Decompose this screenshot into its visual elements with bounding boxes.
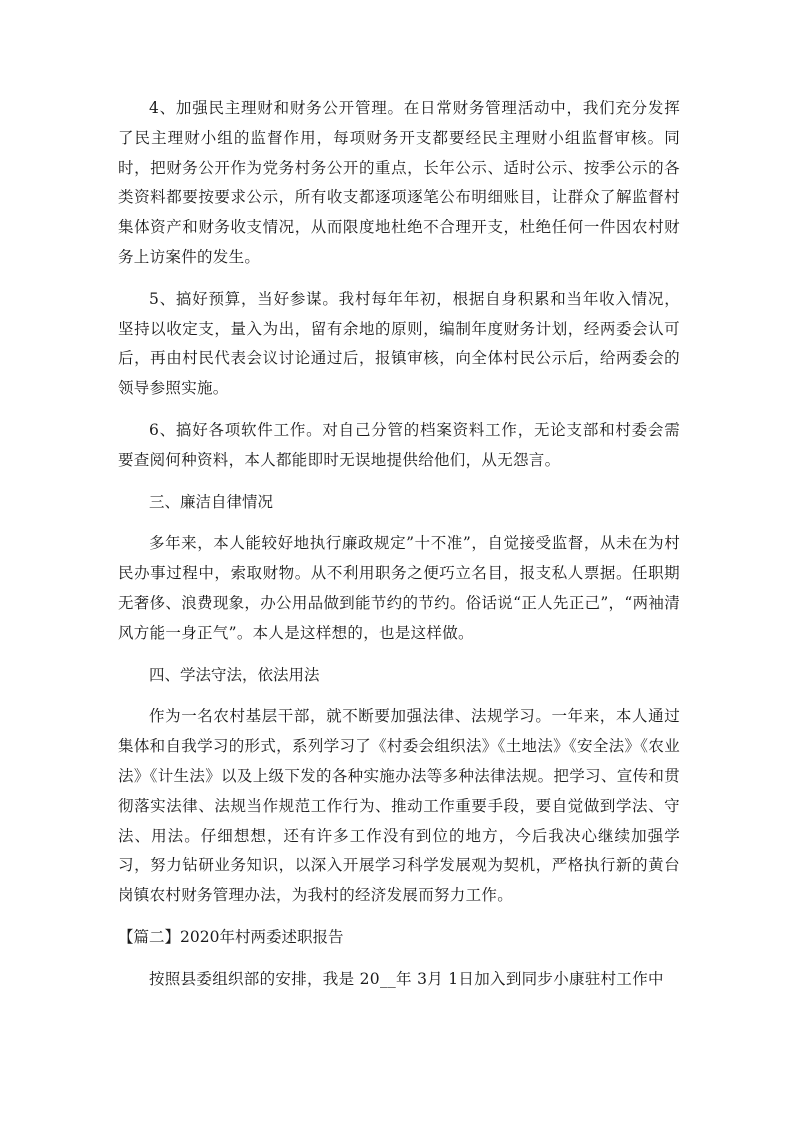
paragraph-law-study: 作为一名农村基层干部，就不断要加强法律、法规学习。一年来，本人通过集体和自我学习的形式，系列学习了《村委会组织法》《土地法》《安全法》《农业法》《计生法》以及上级下发的各种实施办法等多种法律法规。把学习、宣传和贯彻落实法律、法规当作规范工作行为、推动工作重要手段，要自觉做到学法、守法、用法。仔细想想，还有许多工作没有到位的地方，今后我决心继续加强学习，努力钻研业务知识，以深入开展学习科学发展观为契机，严格执行新的黄台岗镇农村财务管理办法，为我村的经济发展而努力工作。 [118,707,680,905]
paragraph-financial-disclosure: 4、加强民主理财和财务公开管理。在日常财务管理活动中，我们充分发挥了民主理财小组的监督作用，每项财务开支都要经民主理财小组监督审核。同时，把财务公开作为党务村务公开的重点，长年公示、适时公示、按季公示的各类资料都要按要求公示，所有收支都逐项逐笔公布明细账目，让群众了解监督村集体资产和财务收支情况，从而限度地杜绝不合理开支，杜绝任何一件因农村财务上访案件的发生。 [118,99,680,266]
paragraph-software-work: 6、搞好各项软件工作。对自己分管的档案资料工作，无论支部和村委会需要查阅何种资料，本人都能即时无误地提供给他们，从无怨言。 [118,420,680,469]
section-two-title: 【篇二】2020年村两委述职报告 [118,927,344,946]
heading-integrity: 三、廉洁自律情况 [149,492,274,511]
paragraph-section-two-intro: 按照县委组织部的安排，我是 20__年 3月 1日加入到同步小康驻村工作中 [149,969,664,988]
paragraph-budget: 5、搞好预算，当好参谋。我村每年年初，根据自身积累和当年收入情况，坚持以收定支，量入为出，留有余地的原则，编制年度财务计划，经两委会认可后，再由村民代表会议讨论通过后，报镇审核，向全体村民公示后，给两委会的领导参照实施。 [118,289,680,398]
paragraph-integrity: 多年来，本人能较好地执行廉政规定”十不准”，自觉接受监督，从未在为村民办事过程中，索取财物。从不利用职务之便巧立名目，报支私人票据。任职期无奢侈、浪费现象，办公用品做到能节约的节约。俗话说“正人先正己”，“两袖清风方能一身正气”。本人是这样想的，也是这样做。 [118,534,680,642]
heading-law-study: 四、学法守法，依法用法 [149,665,320,684]
document-page [118,94,680,995]
